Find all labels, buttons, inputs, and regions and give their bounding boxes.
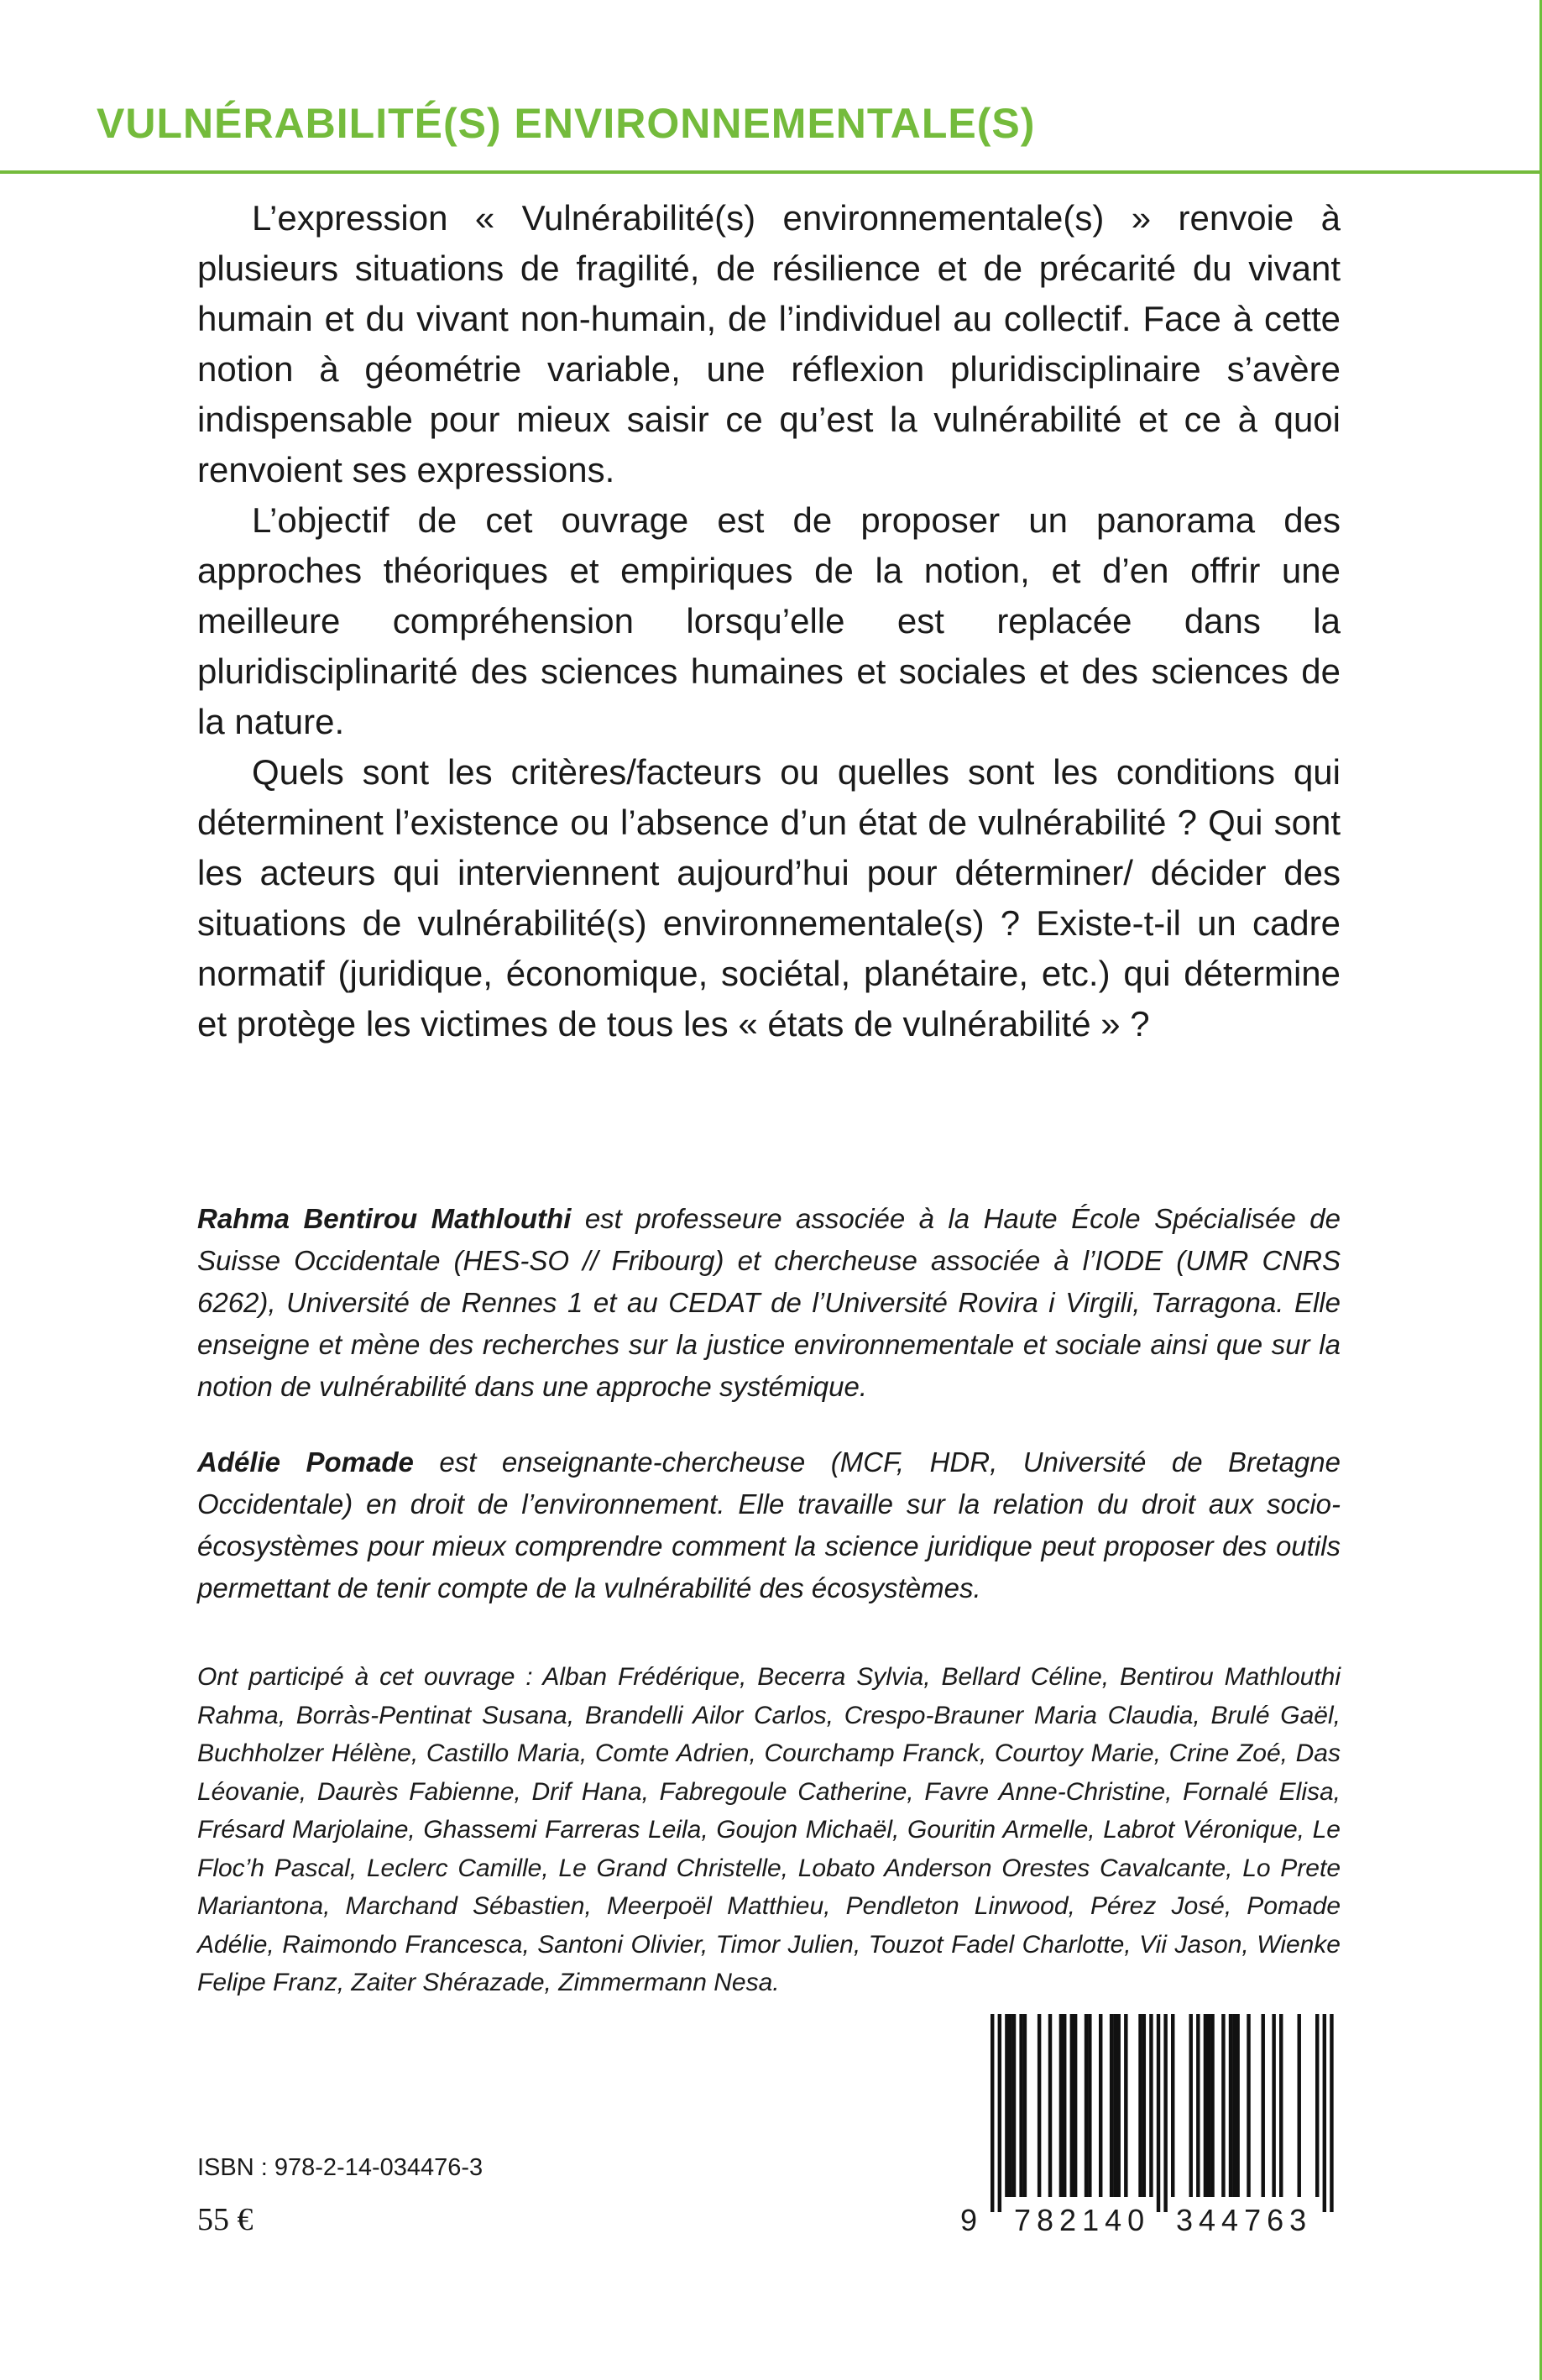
barcode-bar: [1019, 2014, 1022, 2197]
price-label: 55 €: [197, 2202, 254, 2237]
barcode-bar: [1315, 2014, 1319, 2197]
barcode-bar: [1124, 2014, 1127, 2197]
barcode-bar: [1088, 2014, 1091, 2197]
barcode-bar: [1038, 2014, 1041, 2197]
barcode-bar: [1247, 2014, 1250, 2197]
barcode-bar: [1163, 2014, 1167, 2212]
barcode-bar: [1012, 2014, 1016, 2197]
title-underline: [0, 170, 1542, 174]
barcode-bar: [991, 2014, 994, 2212]
author-bio-2: [197, 1441, 1341, 1609]
barcode-bar: [1110, 2014, 1113, 2197]
book-title: VULNÉRABILITÉ(S) ENVIRONNEMENTALE(S): [97, 100, 1036, 147]
author-name-1: Rahma Bentirou Mathlouthi: [197, 1203, 572, 1234]
barcode-bar: [1221, 2014, 1225, 2197]
barcode-bar: [1005, 2014, 1008, 2197]
barcode-bar: [1157, 2014, 1160, 2212]
barcode-bar: [1298, 2014, 1301, 2197]
isbn-label: ISBN : 978-2-14-034476-3: [197, 2154, 484, 2181]
summary-paragraph-1: L’expression « Vulnérabilité(s) environnementale(s) » renvoie à plusieurs situations de fragilité, de résilience et de précarité du vivant humain et du vivant non-humain, de l’individuel au collectif. Face à cette notion à géométrie variable, une réflexion pluridisciplinaire s’avère indispensable pour mieux saisir ce qu’est la vulnérabilité et ce à quoi renvoient ses expressions.: [197, 198, 1341, 489]
barcode-bar: [1142, 2014, 1146, 2197]
barcode-bar: [1204, 2014, 1207, 2197]
barcode-bar: [1207, 2014, 1210, 2197]
barcode-bar: [1023, 2014, 1027, 2197]
barcode-bar: [1210, 2014, 1214, 2197]
barcode-bar: [1279, 2014, 1283, 2197]
barcode-bar: [1099, 2014, 1102, 2197]
barcode-bar: [998, 2014, 1001, 2212]
author-name-2: Adélie Pomade: [197, 1446, 414, 1478]
author-bio-text-1: est professeure associée à la Haute École Spécialisée de Suisse Occidentale (HES-SO // Fribourg) et chercheuse associée à l’IODE (UMR CNRS 6262), Université de Rennes 1 et au CEDAT de l’Université Rovira i Virgili, Tarragona. Elle enseigne et mène des recherches sur la justice environnementale et sociale ainsi que sur la notion de vulnérabilité dans une approche systémique.: [197, 1203, 1341, 1402]
barcode-bar: [1048, 2014, 1052, 2197]
barcode-bar: [1149, 2014, 1153, 2197]
barcode-digits-group-1: 782140: [1014, 2203, 1151, 2237]
barcode-bar: [1189, 2014, 1193, 2197]
barcode-digits-group-2: 344763: [1176, 2203, 1313, 2237]
author-bio-text-2: est enseignante-chercheuse (MCF, HDR, Université de Bretagne Occidentale) en droit de l’environnement. Elle travaille sur la relation du droit aux socio-écosystèmes pour mieux comprendre comment la science juridique peut proposer des outils permettant de tenir compte de la vulnérabilité des écosystèmes.: [197, 1446, 1341, 1603]
contributors-list: Ont participé à cet ouvrage : Alban Frédérique, Becerra Sylvia, Bellard Céline, Bentirou Mathlouthi Rahma, Borràs-Pentinat Susana, Brandelli Ailor Carlos, Crespo-Brauner Maria Claudia, Brulé Gaël, Buchholzer Hélène, Castillo Maria, Comte Adrien, Courchamp Franck, Courtoy Marie, Crine Zoé, Das Léovanie, Daurès Fabienne, Drif Hana, Fabregoule Catherine, Favre Anne-Christine, Fornalé Elisa, Frésard Marjolaine, Ghassemi Farreras Leila, Goujon Michaël, Gouritin Armelle, Labrot Véronique, Le Floc’h Pascal, Leclerc Camille, Le Grand Christelle, Lobato Anderson Orestes Cavalcante, Lo Prete Mariantona, Marchand Sébastien, Meerpoël Matthieu, Pendleton Linwood, Pérez José, Pomade Adélie, Raimondo Francesca, Santoni Olivier, Timor Julien, Touzot Fadel Charlotte, Vii Jason, Wienke Felipe Franz, Zaiter Shérazade, Zimmermann Nesa.: [197, 1663, 1341, 1996]
barcode-bar: [1085, 2014, 1088, 2197]
summary-paragraph-3: Quels sont les critères/facteurs ou quelles sont les conditions qui déterminent l’existence ou l’absence d’un état de vulnérabilité ? Qui sont les acteurs qui interviennent aujourd’hui pour déterminer/ décider des situations de vulnérabilité(s) environnementale(s) ? Existe-t-il un cadre normatif (juridique, économique, sociétal, planétaire, etc.) qui détermine et protège les victimes de tous les « états de vulnérabilité » ?: [197, 752, 1341, 1044]
barcode-graphic: [955, 2009, 1341, 2237]
barcode-bar: [1196, 2014, 1200, 2197]
barcode-bar: [1113, 2014, 1116, 2197]
summary-paragraph-2: L’objectif de cet ouvrage est de proposer un panorama des approches théoriques et empiriques de la notion, et d’en offrir une meilleure compréhension lorsqu’elle est replacée dans la pluridisciplinarité des sciences humaines et sociales et des sciences de la nature.: [197, 500, 1341, 741]
barcode-bar: [1070, 2014, 1074, 2197]
barcode-lead-digit: 9: [960, 2203, 978, 2237]
barcode-bar: [1272, 2014, 1275, 2197]
barcode-bar: [1074, 2014, 1077, 2197]
barcode-bar: [1262, 2014, 1265, 2197]
barcode-bar: [1232, 2014, 1236, 2197]
author-bio-1: [197, 1198, 1341, 1408]
barcode-bar: [1236, 2014, 1239, 2197]
barcode-bar: [1117, 2014, 1121, 2197]
barcode-bar: [1138, 2014, 1142, 2197]
barcode-bar: [1330, 2014, 1333, 2212]
barcode-bar: [1059, 2014, 1063, 2197]
barcode-bar: [1229, 2014, 1232, 2197]
barcode-bar: [1323, 2014, 1326, 2212]
barcode-bar: [1171, 2014, 1174, 2197]
barcode: [955, 2009, 1341, 2237]
barcode-bar: [1063, 2014, 1066, 2197]
barcode-bar: [1009, 2014, 1012, 2197]
